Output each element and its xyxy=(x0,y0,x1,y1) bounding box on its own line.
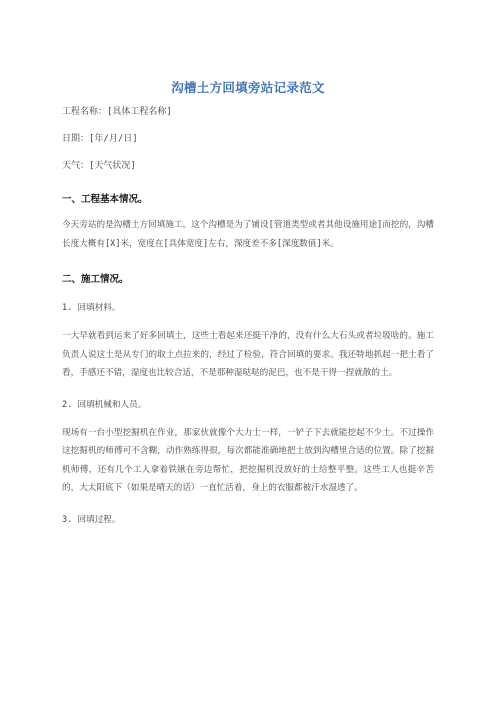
project-name: 工程名称：[具体工程名称] xyxy=(62,107,172,117)
item-1-label: 1. 回填材料。 xyxy=(62,303,121,313)
section-1-paragraph: 今天旁站的是沟槽土方回填施工。这个沟槽是为了铺设[管道类型或者其他设施用途]而挖的，沟槽长度大概有[X]米，宽度在[具体宽度]左右，深度差不多[深度数值]米。 xyxy=(62,220,434,249)
item-2-paragraph: 现场有一台小型挖掘机在作业，那家伙就像个大力士一样，一铲子下去就能挖起不少土。不过操作这挖掘机的师傅可不含糊，动作熟练得很，每次都能准确地把土放到沟槽里合适的位置。除了挖掘机师傅，还有几个工人拿着铁锹在旁边帮忙，把挖掘机没放好的土给整平整。这些工人也挺辛苦的，大太阳底下（如果是晴天的话）一直忙活着，身上的衣服都被汗水湿透了。 xyxy=(62,427,434,493)
item-2-label: 2. 回填机械和人员。 xyxy=(62,399,147,410)
item-1-paragraph: 一大早就看到运来了好多回填土，这些土看起来还挺干净的，没有什么大石头或者垃圾啥的。施工负责人说这土是从专门的取土点拉来的，经过了检验，符合回填的要求。我还特地抓起一把土看了看，手感还不错，湿度也比较合适，不是那种湿哒哒的泥巴，也不是干得一捏就散的土。 xyxy=(62,331,434,378)
weather: 天气：[天气状况] xyxy=(62,161,136,171)
item-3-label: 3. 回填过程。 xyxy=(62,514,121,525)
section-2-heading: 二、施工情况。 xyxy=(62,274,129,285)
section-1-heading: 一、工程基本情况。 xyxy=(62,194,148,205)
record-date: 日期：[年/月/日] xyxy=(62,134,138,144)
document-title: 沟槽土方回填旁站记录范文 xyxy=(171,80,325,95)
